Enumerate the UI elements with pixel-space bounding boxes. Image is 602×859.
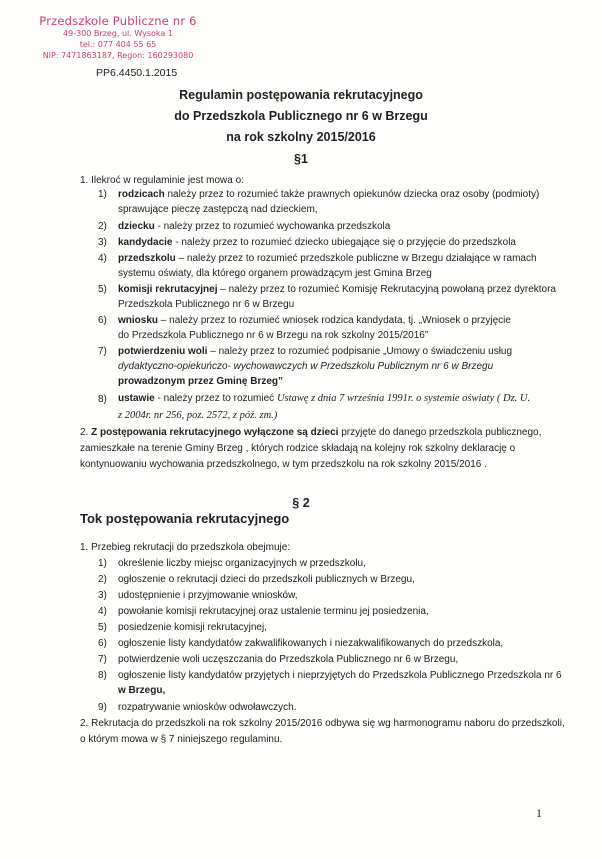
institution-stamp [38,14,198,61]
s1-para2-line1 [80,425,541,440]
s2-item-5: posiedzenie komisji rekrutacyjnej, [118,622,267,633]
term: potwierdzeniu woli [118,346,208,357]
item-text: – należy przez to rozumieć wniosek rodzica kandydata, tj. „Wniosek o przyjęcie [158,315,511,326]
s2-item-num: 8) [98,670,107,681]
s2-item-9: rozpatrywanie wniosków odwoławczych. [118,702,297,713]
document-title-line1: Regulamin postępowania rekrutacyjnego [179,88,423,102]
s1-item-5-cont: Przedszkola Publicznego nr 6 w Brzegu [118,299,295,310]
term: rodzicach [118,189,165,200]
s1-item-2 [118,219,390,234]
s2-item-8: ogłoszenie listy kandydatów przyjętych i nieprzyjętych do Przedszkola Publicznego Przedszkola nr 6 [118,670,562,681]
term: wniosku [118,315,159,326]
item-text: – należy przez to rozumieć Komisję Rekrutacyjną powołaną przez dyrektora [217,284,556,295]
s1-item-4-cont: systemu oświaty, dla którego organem prowadzącym jest Gmina Brzeg [118,268,432,279]
reference-number: PP6.4450.1.2015 [96,67,178,79]
s2-item-1: określenie liczby miejsc organizacyjnych w przedszkolu, [118,558,366,569]
s2-item-3: udostępnienie i przyjmowanie wniosków, [118,590,298,601]
para-number: 2. [80,427,92,438]
document-title-line2: do Przedszkola Publicznego nr 6 w Brzegu [174,109,428,123]
term: komisji rekrutacyjnej [118,284,218,295]
section-2-intro: 1. Przebieg rekrutacji do przedszkola obejmuje: [80,542,291,553]
section-1-intro: 1. Ilekroć w regulaminie jest mowa o: [80,175,244,186]
s1-item-num: 8) [98,394,107,405]
term: przedszkolu [118,253,176,264]
stamp-phone: tel.: 077 404 55 65 [79,40,157,49]
s1-item-4 [118,251,537,266]
s2-item-7: potwierdzenie woli uczęszczania do Przedszkola Publicznego nr 6 w Brzegu, [118,654,459,665]
s1-item-num: 1) [98,189,107,200]
item-text: – należy przez to rozumieć przedszkole publiczne w Brzegu działające w ramach [175,253,537,264]
s1-item-8-cont: z 2004r. nr 256, poz. 2572, z póź. zm.) [118,410,278,421]
s1-item-5 [118,282,556,297]
stamp-address: 49-300 Brzeg, ul. Wysoka 1 [63,29,173,38]
s2-item-num: 4) [98,606,107,617]
s1-item-num: 6) [98,315,107,326]
s1-item-6-cont: do Przedszkola Publicznego nr 6 w Brzegu na rok szkolny 2015/2016” [118,330,429,341]
s1-item-num: 7) [98,346,107,357]
s1-item-num: 4) [98,253,107,264]
s2-para2-line1: 2. Rekrutacja do przedszkoli na rok szkolny 2015/2016 odbywa się wg harmonogramu naboru do przedszkoli, [80,718,565,729]
s1-item-num: 2) [98,221,107,232]
item-text: należy przez to rozumieć także prawnych opiekunów dziecka oraz osoby (podmioty) [164,189,540,200]
stamp-name: Przedszkole Publiczne nr 6 [39,14,197,28]
s2-item-num: 1) [98,558,107,569]
item-text: - należy przez to rozumieć [154,393,277,404]
term: ustawie [118,393,155,404]
s1-item-num: 5) [98,284,107,295]
s1-item-7-cont2: prowadzonym przez Gminę Brzeg” [118,376,284,387]
document-title-line3: na rok szkolny 2015/2016 [226,130,376,144]
s2-item-num: 2) [98,574,107,585]
stamp-ids: NIP: 7471863187, Regon: 160293080 [42,51,194,60]
s2-para2-line2: o którym mowa w § 7 niniejszego regulaminu. [80,734,283,745]
s2-item-num: 6) [98,638,107,649]
s2-item-6: ogłoszenie listy kandydatów zakwalifikowanych i niezakwalifikowanych do przedszkola, [118,638,504,649]
s1-item-7 [118,344,512,359]
section-1-heading: §1 [294,152,308,166]
section-2-heading: § 2 [292,496,310,510]
s1-item-3 [118,235,516,250]
term: kandydacie [118,237,173,248]
page-number: 1 [536,806,542,820]
section-2-subheading: Tok postępowania rekrutacyjnego [80,511,290,526]
s2-item-num: 7) [98,654,107,665]
item-text: – należy przez to rozumieć podpisanie „Umowy o świadczeniu usług [207,346,513,357]
s2-item-num: 3) [98,590,107,601]
item-text: - należy przez to rozumieć dziecko ubiegające się o przyjęcie do przedszkola [172,237,516,248]
term: dziecku [118,221,155,232]
item-text: - należy przez to rozumieć wychowanka przedszkola [154,221,391,232]
s1-item-1 [118,187,539,202]
s2-item-num: 9) [98,702,107,713]
para-rest: przyjęte do danego przedszkola publicznego, [338,427,542,438]
act-citation: Ustawę z dnia 7 września 1991r. o systemie oświaty ( Dz. U. [276,393,531,404]
s1-item-7-cont: dydaktyczno-opiekuńczo- wychowawczych w Przedszkolu Publicznym nr 6 w Brzegu [118,361,494,372]
s1-item-6 [118,313,511,328]
s1-item-8 [118,391,530,406]
s1-para2-line2: zamieszkałe na terenie Gminy Brzeg , których rodzice składają na kolejny rok szkolny deklarację o [80,443,516,454]
s1-item-1-cont: sprawujące pieczę zastępczą nad dzieckiem, [118,204,318,215]
s1-para2-line3: kontynuowaniu wychowania przedszkolnego, w tym przedszkolu na rok szkolny 2015/2016 . [80,459,487,470]
s2-item-4: powołanie komisji rekrutacyjnej oraz ustalenie terminu jej posiedzenia, [118,606,429,617]
s2-item-8-cont: w Brzegu, [118,685,166,696]
para-bold: Z postępowania rekrutacyjnego wyłączone są dzieci [91,427,339,438]
s1-item-num: 3) [98,237,107,248]
s2-item-num: 5) [98,622,107,633]
s2-item-2: ogłoszenie o rekrutacji dzieci do przedszkoli publicznych w Brzegu, [118,574,415,585]
